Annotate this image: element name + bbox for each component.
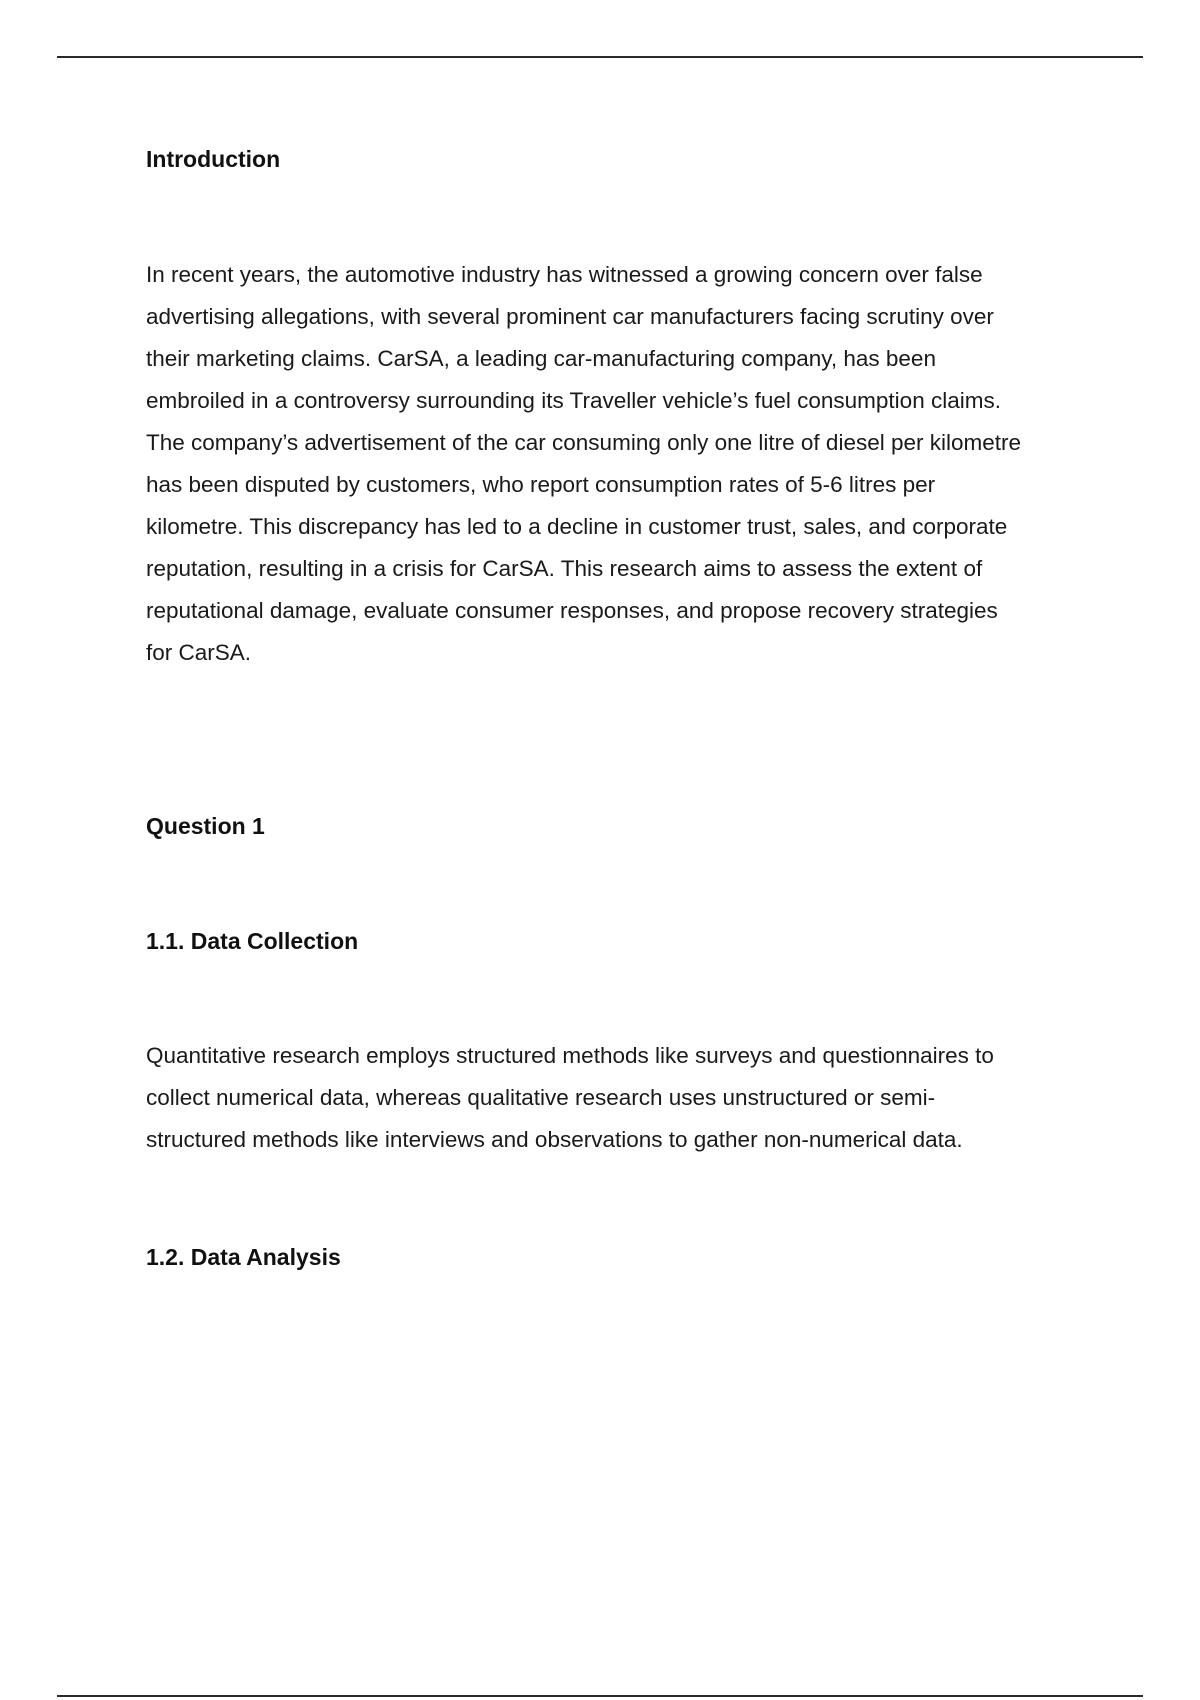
introduction-paragraph (146, 254, 1106, 674)
paragraph-line: Quantitative research employs structured methods like surveys and questionnaires to (146, 1043, 994, 1068)
introduction-heading: Introduction (146, 146, 281, 172)
data-analysis-heading: 1.2. Data Analysis (146, 1244, 341, 1270)
paragraph-line: has been disputed by customers, who report consumption rates of 5-6 litres per (146, 472, 936, 497)
paragraph-line: advertising allegations, with several prominent car manufacturers facing scrutiny over (146, 304, 994, 329)
paragraph-line: reputational damage, evaluate consumer responses, and propose recovery strategies (146, 598, 998, 623)
paragraph-line: their marketing claims. CarSA, a leading car-manufacturing company, has been (146, 346, 936, 371)
paragraph-line: reputation, resulting in a crisis for CarSA. This research aims to assess the extent of (146, 556, 983, 581)
paragraph-line: The company’s advertisement of the car consuming only one litre of diesel per kilometre (146, 430, 1022, 455)
top-rule (57, 56, 1143, 58)
paragraph-line: collect numerical data, whereas qualitative research uses unstructured or semi- (146, 1085, 936, 1110)
paragraph-line: embroiled in a controversy surrounding its Traveller vehicle’s fuel consumption claims. (146, 388, 1001, 413)
paragraph-line: structured methods like interviews and observations to gather non-numerical data. (146, 1127, 963, 1152)
data-collection-paragraph (146, 1035, 1106, 1161)
question-1-heading: Question 1 (146, 813, 265, 839)
bottom-rule (57, 1695, 1143, 1697)
paragraph-line: for CarSA. (146, 640, 252, 665)
paragraph-line: kilometre. This discrepancy has led to a decline in customer trust, sales, and corporate (146, 514, 1008, 539)
data-collection-heading: 1.1. Data Collection (146, 928, 359, 954)
paragraph-line: In recent years, the automotive industry has witnessed a growing concern over false (146, 262, 983, 287)
